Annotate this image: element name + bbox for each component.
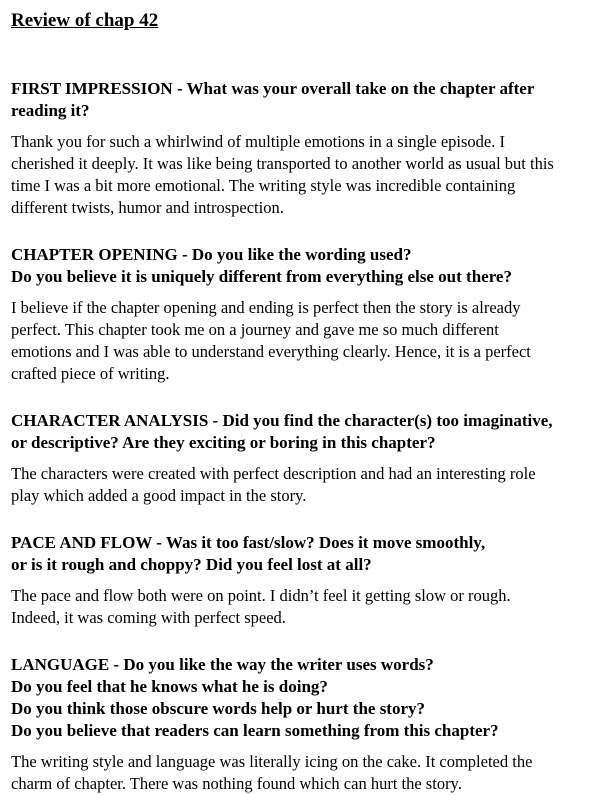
section-answer [11,131,590,219]
section-answer [11,297,590,385]
section-pace-and-flow [11,532,590,629]
section-language [11,654,590,795]
section-heading [11,410,590,454]
heading-line: or is it rough and choppy? Did you feel lost at all? [11,555,372,574]
answer-line: Indeed, it was coming with perfect speed. [11,608,286,627]
heading-line: Do you believe it is uniquely different from everything else out there? [11,267,512,286]
answer-line: play which added a good impact in the story. [11,486,307,505]
answer-line: Thank you for such a whirlwind of multiple emotions in a single episode. I [11,132,505,151]
heading-line: Do you think those obscure words help or hurt the story? [11,699,426,718]
heading-line: Do you feel that he knows what he is doing? [11,677,328,696]
heading-line: CHARACTER ANALYSIS - Did you find the character(s) too imaginative, [11,411,553,430]
heading-line: Do you believe that readers can learn something from this chapter? [11,721,499,740]
heading-line: PACE AND FLOW - Was it too fast/slow? Does it move smoothly, [11,533,486,552]
answer-line: emotions and I was able to understand everything clearly. Hence, it is a perfect [11,342,531,361]
section-answer [11,751,590,795]
answer-line: crafted piece of writing. [11,364,170,383]
section-answer [11,585,590,629]
section-first-impression [11,78,590,219]
answer-line: The pace and flow both were on point. I didn’t feel it getting slow or rough. [11,586,511,605]
answer-line: perfect. This chapter took me on a journey and gave me so much different [11,320,499,339]
heading-line: reading it? [11,101,90,120]
heading-line: CHAPTER OPENING - Do you like the wording used? [11,245,412,264]
answer-line: time I was a bit more emotional. The writing style was incredible containing [11,176,516,195]
section-heading [11,244,590,288]
document-title: Review of chap 42 [11,10,159,31]
heading-line: FIRST IMPRESSION - What was your overall take on the chapter after [11,79,535,98]
answer-line: The writing style and language was literally icing on the cake. It completed the [11,752,533,771]
heading-line: LANGUAGE - Do you like the way the writer uses words? [11,655,434,674]
answer-line: different twists, humor and introspection. [11,198,284,217]
section-heading [11,654,590,742]
answer-line: charm of chapter. There was nothing found which can hurt the story. [11,774,462,793]
answer-line: The characters were created with perfect description and had an interesting role [11,464,536,483]
section-character-analysis [11,410,590,507]
section-heading [11,78,590,122]
section-heading [11,532,590,576]
section-chapter-opening [11,244,590,385]
section-answer [11,463,590,507]
heading-line: or descriptive? Are they exciting or boring in this chapter? [11,433,436,452]
answer-line: I believe if the chapter opening and ending is perfect then the story is already [11,298,521,317]
answer-line: cherished it deeply. It was like being transported to another world as usual but this [11,154,554,173]
